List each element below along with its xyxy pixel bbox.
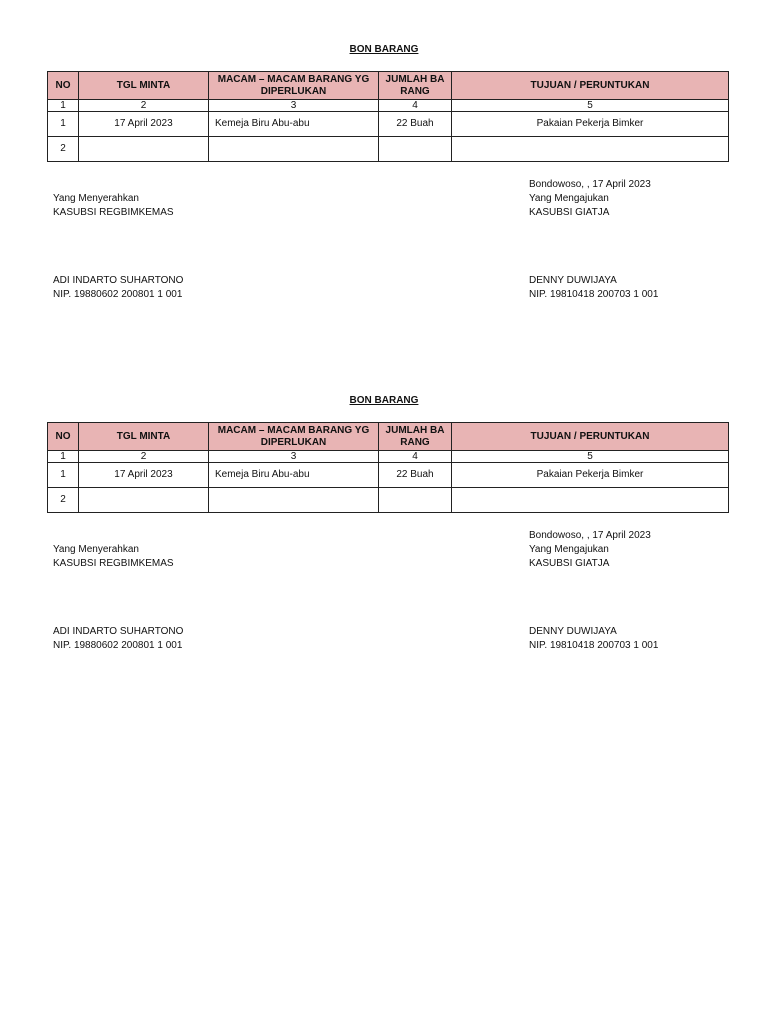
cell-barang: Kemeja Biru Abu-abu [209,112,379,137]
signer-role: Yang Menyerahkan [53,544,139,555]
bon-table [47,71,729,162]
column-number: 3 [209,100,379,112]
cell-barang [209,488,379,513]
signer-name: DENNY DUWIJAYA [529,275,617,286]
cell-tgl-minta [79,137,209,162]
signer-nip: NIP. 19880602 200801 1 001 [53,289,183,300]
signer-role: Yang Mengajukan [529,193,609,204]
cell-no: 1 [48,463,79,488]
signer-position: KASUBSI GIATJA [529,207,610,218]
table-row [48,488,729,513]
header-no: NO [48,423,79,451]
header-macam-barang: MACAM – MACAM BARANG YG DIPERLUKAN [209,423,379,451]
column-number: 1 [48,100,79,112]
column-number: 4 [379,100,452,112]
signer-role: Yang Menyerahkan [53,193,139,204]
signer-position: KASUBSI REGBIMKEMAS [53,558,174,569]
right-signer-name-block [529,625,658,653]
cell-barang: Kemeja Biru Abu-abu [209,463,379,488]
signer-name: ADI INDARTO SUHARTONO [53,626,184,637]
table-row [48,137,729,162]
cell-no: 2 [48,488,79,513]
column-number: 1 [48,451,79,463]
cell-tgl-minta: 17 April 2023 [79,463,209,488]
header-jumlah: JUMLAH BA RANG [379,423,452,451]
column-number-row [48,100,729,112]
form-title: BON BARANG [349,395,419,406]
header-macam-barang: MACAM – MACAM BARANG YG DIPERLUKAN [209,72,379,100]
right-signature-block [529,178,651,220]
column-number: 2 [79,451,209,463]
cell-tgl-minta [79,488,209,513]
cell-tujuan: Pakaian Pekerja Bimker [452,112,729,137]
table-header-row [48,72,729,100]
signer-name: DENNY DUWIJAYA [529,626,617,637]
cell-jumlah: 22 Buah [379,112,452,137]
cell-tujuan [452,137,729,162]
column-number: 5 [452,451,729,463]
bon-table [47,422,729,513]
cell-tujuan [452,488,729,513]
column-number: 2 [79,100,209,112]
table-row [48,112,729,137]
left-signature-block [53,192,174,220]
header-jumlah: JUMLAH BA RANG [379,72,452,100]
column-number: 3 [209,451,379,463]
header-tujuan: TUJUAN / PERUNTUKAN [452,423,729,451]
left-signer-name-block [53,274,183,302]
place-date: Bondowoso, , 17 April 2023 [529,179,651,190]
signer-nip: NIP. 19810418 200703 1 001 [529,640,659,651]
column-number-row [48,451,729,463]
column-number: 5 [452,100,729,112]
cell-jumlah: 22 Buah [379,463,452,488]
header-tgl-minta: TGL MINTA [79,423,209,451]
cell-no: 2 [48,137,79,162]
cell-tujuan: Pakaian Pekerja Bimker [452,463,729,488]
cell-jumlah [379,488,452,513]
header-tujuan: TUJUAN / PERUNTUKAN [452,72,729,100]
column-number: 4 [379,451,452,463]
signer-name: ADI INDARTO SUHARTONO [53,275,184,286]
cell-barang [209,137,379,162]
left-signature-block [53,543,174,571]
right-signature-block [529,529,651,571]
table-header-row [48,423,729,451]
form-title: BON BARANG [349,44,419,55]
right-signer-name-block [529,274,658,302]
signer-position: KASUBSI GIATJA [529,558,610,569]
signer-role: Yang Mengajukan [529,544,609,555]
table-row [48,463,729,488]
left-signer-name-block [53,625,183,653]
signer-nip: NIP. 19810418 200703 1 001 [529,289,659,300]
place-date: Bondowoso, , 17 April 2023 [529,530,651,541]
cell-jumlah [379,137,452,162]
signer-position: KASUBSI REGBIMKEMAS [53,207,174,218]
header-tgl-minta: TGL MINTA [79,72,209,100]
cell-tgl-minta: 17 April 2023 [79,112,209,137]
header-no: NO [48,72,79,100]
cell-no: 1 [48,112,79,137]
signer-nip: NIP. 19880602 200801 1 001 [53,640,183,651]
